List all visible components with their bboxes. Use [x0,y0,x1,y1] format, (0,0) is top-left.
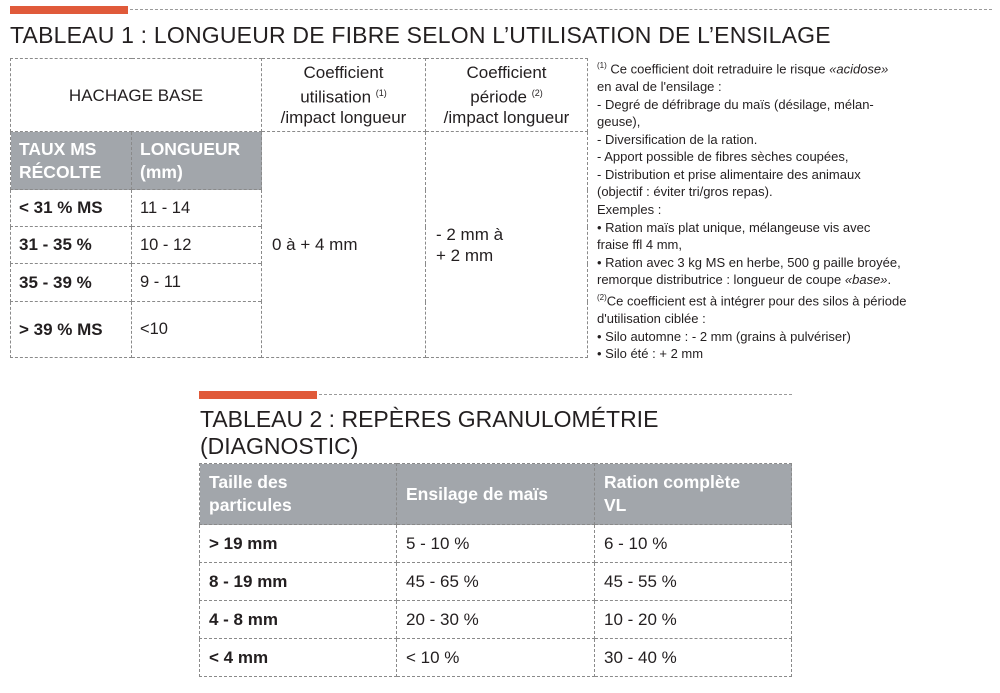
taux-cell: > 39 % MS [11,302,132,358]
ensilage-header [397,464,595,525]
coef-periode-line2: + 2 mm [436,245,494,265]
note-line: geuse), [597,114,641,130]
coef-util-line1: Coefficient [303,62,384,82]
table-row [200,639,792,677]
accent-bar-table1 [10,6,128,14]
note-line: • Ration avec 3 kg MS en herbe, 500 g paille broyée, [597,254,901,270]
taille-line2: particules [209,495,292,515]
note-line: - Apport possible de fibres sèches coupées, [597,149,849,165]
note-line: en aval de l'ensilage : [597,78,722,94]
table1-header-hachage [11,59,262,132]
ration-cell: 45 - 55 % [595,563,792,601]
ensilage-cell: < 10 % [397,639,595,677]
longueur-line1: LONGUEUR [140,138,241,159]
longueur-header [132,132,262,190]
table1-subheader-row [11,132,588,190]
footnotes [597,57,992,363]
taille-cell: > 19 mm [200,525,397,563]
ration-cell: 10 - 20 % [595,601,792,639]
taux-cell: 35 - 39 % [11,264,132,302]
longueur-cell: 9 - 11 [132,264,262,302]
table-row [200,525,792,563]
taux-cell: < 31 % MS [11,190,132,227]
table1 [10,58,588,358]
coef-periode-value [426,132,588,358]
longueur-cell: <10 [132,302,262,358]
coef-per-line3: /impact longueur [443,108,570,128]
note-line: • Silo automne : - 2 mm (grains à pulvériser) [597,328,851,344]
taille-cell: 4 - 8 mm [200,601,397,639]
taux-ms-header [11,132,132,190]
taille-cell: < 4 mm [200,639,397,677]
table1-header-row [11,59,588,132]
note-line: - Distribution et prise alimentaire des animaux [597,166,861,182]
longueur-cell: 10 - 12 [132,227,262,264]
dotted-rule-table2 [319,394,792,395]
coef-util-sup: (1) [375,87,387,98]
ration-line2: VL [604,495,627,515]
coef-per-word: période [470,87,527,107]
longueur-line2: (mm) [140,161,183,182]
note-line: • Silo été : + 2 mm [597,346,704,362]
note-line-end: . [887,272,892,288]
taux-cell: 31 - 35 % [11,227,132,264]
note-line [597,271,992,289]
table1-header-coef-utilisation [262,59,426,132]
note-line-text: remorque distributrice : longueur de coupe [597,272,845,288]
coef-util-line2 [262,83,425,108]
coef-util-word: utilisation [300,87,372,107]
table2-title-line1: TABLEAU 2 : REPÈRES GRANULOMÉTRIE [200,406,659,432]
coef-per-sup: (2) [531,87,543,98]
ration-cell: 6 - 10 % [595,525,792,563]
ration-line1: Ration complète [604,472,741,492]
coef-periode-line1: - 2 mm à [436,224,504,244]
table2-title-line2: (DIAGNOSTIC) [200,433,359,459]
longueur-cell: 11 - 14 [132,190,262,227]
accent-bar-table2 [199,391,317,399]
taille-header [200,464,397,525]
note1-text: Ce coefficient doit retraduire le risque [610,61,830,77]
note1-line1 [597,57,992,78]
note2-line1 [597,289,992,310]
taux-ms-line2: RÉCOLTE [19,161,102,182]
note1-sup: (1) [597,61,607,70]
note-line-emphasis: «base» [844,272,888,288]
note-line: - Diversification de la ration. [597,131,758,147]
note2-text: Ce coefficient est à intégrer pour des silos à période [606,293,907,309]
ensilage-cell: 5 - 10 % [397,525,595,563]
note-line: fraise ffl 4 mm, [597,237,683,253]
note2-sup: (2) [597,293,607,303]
ensilage-label: Ensilage de maïs [406,483,549,504]
note1-emphasis: «acidose» [829,61,889,77]
coef-utilisation-text: 0 à + 4 mm [272,235,358,254]
ensilage-cell: 45 - 65 % [397,563,595,601]
table2-title [200,406,760,460]
table-row [200,563,792,601]
ration-header [595,464,792,525]
taux-ms-line1: TAUX MS [19,138,97,159]
table2 [199,463,792,677]
note-line: (objectif : éviter tri/gros repas). [597,184,773,200]
table-row [200,601,792,639]
taille-cell: 8 - 19 mm [200,563,397,601]
table1-title: TABLEAU 1 : LONGUEUR DE FIBRE SELON L’UTILISATION DE L’ENSILAGE [10,22,831,48]
coef-util-line3: /impact longueur [280,108,407,128]
coef-utilisation-value [262,132,426,358]
coef-per-line2 [426,83,587,108]
coef-per-line1: Coefficient [466,62,547,82]
table1-header-coef-periode [426,59,588,132]
taille-line1: Taille des [209,472,288,492]
ration-cell: 30 - 40 % [595,639,792,677]
note-line: - Degré de défribrage du maïs (désilage, mélan- [597,96,874,112]
dotted-rule-table1 [130,9,992,10]
table2-header-row [200,464,792,525]
note-line: • Ration maïs plat unique, mélangeuse vis avec [597,219,871,235]
note-line: d'utilisation ciblée : [597,310,706,326]
hachage-base-label: HACHAGE BASE [68,85,204,105]
ensilage-cell: 20 - 30 % [397,601,595,639]
note-line: Exemples : [597,202,662,218]
